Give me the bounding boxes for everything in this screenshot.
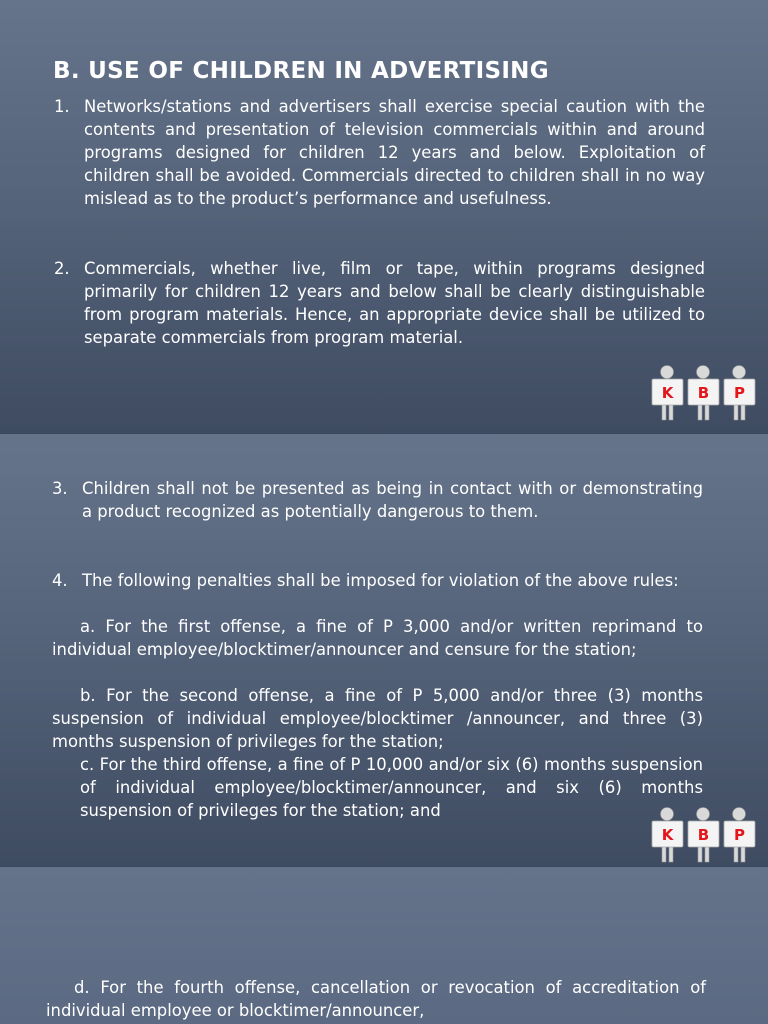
logo-letter: B <box>697 384 710 402</box>
logo-letter: B <box>697 826 710 844</box>
kbp-logo <box>650 806 760 864</box>
slide-title: B. USE OF CHILDREN IN ADVERTISING <box>53 58 549 84</box>
item-text: The following penalties shall be imposed for violation of the above rules: <box>82 571 679 590</box>
item-text: Children shall not be presented as being in contact with or demonstrating a product recognized as potentially dangerous to them. <box>82 479 703 521</box>
slide-1 <box>0 0 768 433</box>
item-text: Commercials, whether live, film or tape, within programs designed primarily for children 12 years and below shall be clearly distinguishable from program materials. Hence, an appropriate device shall be utilized to separate commercials from program material. <box>84 259 705 347</box>
item-number: 4. <box>52 571 68 590</box>
penalty-b: b. For the second offense, a fine of P 5,000 and/or three (3) months suspension of individual employee/blocktimer /announcer, and three (3) months suspension of privileges for the station; <box>52 686 703 751</box>
slide-2 <box>0 434 768 866</box>
list-item-1 <box>54 96 705 211</box>
kbp-logo <box>650 364 760 422</box>
logo-letter: K <box>661 826 674 844</box>
list-item-4 <box>52 570 703 593</box>
list-item-2 <box>54 258 705 350</box>
penalty-c: c. For the third offense, a fine of P 10,000 and/or six (6) months suspension of individual employee/blocktimer/announcer, and six (6) months suspension of privileges for the station; and <box>80 755 703 820</box>
logo-letter: P <box>734 826 745 844</box>
penalty-d: d. For the fourth offense, cancellation or revocation of accreditation of individual employee or blocktimer/announcer, <box>46 978 706 1020</box>
slide-3 <box>0 867 768 1024</box>
item-number: 1. <box>54 97 70 116</box>
item-text: Networks/stations and advertisers shall exercise special caution with the contents and presentation of television commercials within and around programs designed for children 12 years and below. Exploitation of children shall be avoided. Commercials directed to children shall in no way mislead as to the product’s performance and usefulness. <box>84 97 705 208</box>
logo-letter: K <box>661 384 674 402</box>
list-item-3 <box>52 478 703 524</box>
item-number: 2. <box>54 259 70 278</box>
item-number: 3. <box>52 479 68 498</box>
penalty-a: a. For the first offense, a fine of P 3,000 and/or written reprimand to individual employee/blocktimer/announcer and censure for the station; <box>52 617 703 659</box>
logo-letter: P <box>734 384 745 402</box>
